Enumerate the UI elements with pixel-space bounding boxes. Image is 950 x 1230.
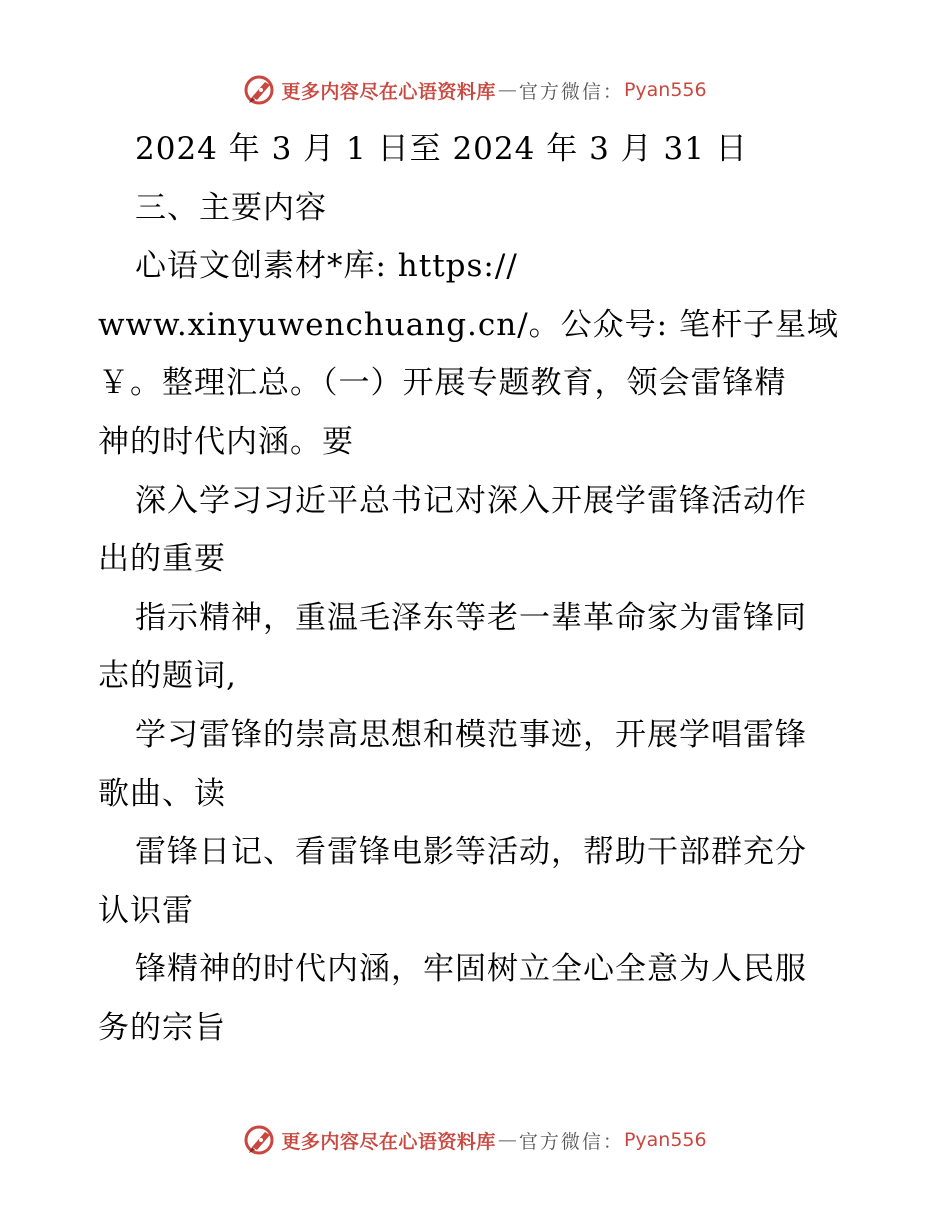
text-line: 歌曲、读: [98, 775, 226, 812]
text-line: 务的宗旨: [98, 1009, 226, 1046]
text-line: 深入学习习近平总书记对深入开展学雷锋活动作: [135, 482, 807, 519]
banner-wechat-id: Pyan556: [623, 1129, 707, 1151]
banner-dash: —: [497, 1129, 517, 1151]
text-line: www.xinyuwenchuang.cn/。公众号: 笔杆子星域: [98, 306, 839, 343]
text-line: 认识雷: [98, 892, 194, 929]
footer-banner: [0, 1120, 950, 1160]
document-body: [98, 120, 858, 1058]
text-line: 学习雷锋的崇高思想和模范事迹，开展学唱雷锋: [135, 716, 807, 753]
banner-wechat-label: 官方微信：: [518, 80, 624, 103]
pen-logo-icon: [243, 1123, 277, 1157]
text-line: ￥。整理汇总。（一）开展专题教育，领会雷锋精: [98, 365, 787, 402]
text-line: 出的重要: [98, 541, 226, 578]
banner-wechat-id: Pyan556: [623, 79, 707, 101]
text-line: 雷锋日记、看雷锋电影等活动，帮助干部群充分: [135, 834, 807, 871]
text-line: 2024 年 3 月 1 日至 2024 年 3 月 31 日: [135, 131, 748, 167]
header-banner: [0, 70, 950, 110]
banner-dash: —: [497, 79, 517, 101]
text-line: 神的时代内涵。要: [98, 423, 354, 460]
text-line: 指示精神，重温毛泽东等老一辈革命家为雷锋同: [135, 599, 807, 636]
pen-logo-icon: [243, 73, 277, 107]
text-line: 锋精神的时代内涵，牢固树立全心全意为人民服: [135, 951, 807, 988]
text-line: 心语文创素材*库: https://: [135, 248, 518, 285]
banner-brand-text: 更多内容尽在心语资料库: [281, 80, 496, 103]
banner-wechat-label: 官方微信：: [518, 1130, 624, 1153]
text-line: 三、主要内容: [135, 189, 327, 226]
text-line: 志的题词,: [98, 658, 237, 695]
banner-brand-text: 更多内容尽在心语资料库: [281, 1130, 496, 1153]
